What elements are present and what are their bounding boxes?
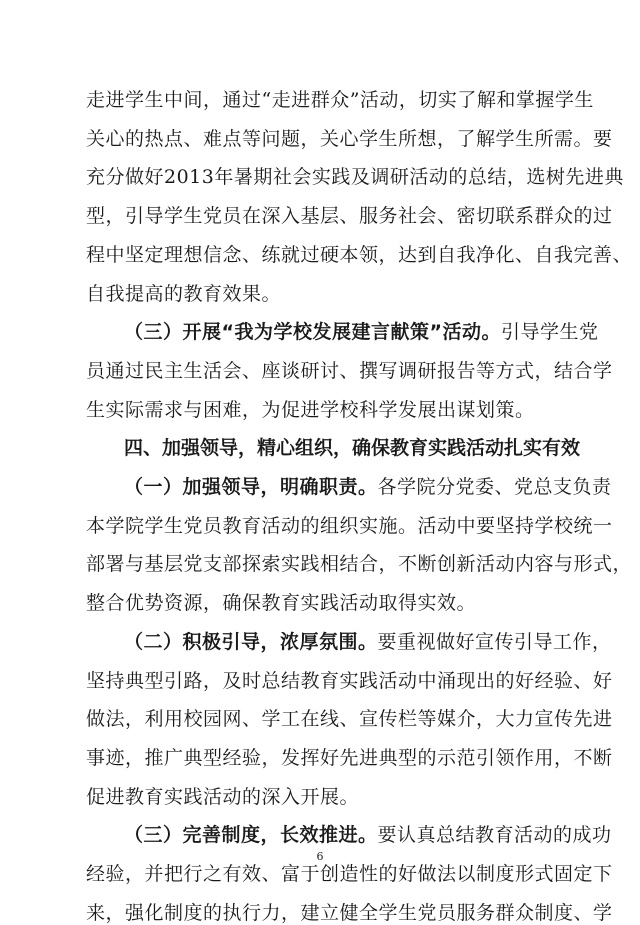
paragraph-line: 程中坚定理想信念、练就过硬本领，达到自我净化、自我完善、 [86, 244, 633, 266]
item-lead: （一）加强领导，明确职责。 [124, 476, 378, 498]
item-lead: （三）完善制度，长效推进。 [124, 824, 378, 846]
paragraph-line: 促进教育实践活动的深入开展。 [86, 786, 360, 808]
paragraph-line: 坚持典型引路，及时总结教育实践活动中涌现出的好经验、好 [86, 670, 613, 692]
paragraph-line: 员通过民主生活会、座谈研讨、撰写调研报告等方式，结合学 [86, 360, 613, 382]
item-lead: （三）开展“我为学校发展建言献策”活动。 [124, 321, 501, 343]
paragraph-line: 关心的热点、难点等问题，关心学生所想，了解学生所需。要 [86, 128, 613, 150]
item-first-rest: 要认真总结教育活动的成功 [377, 824, 612, 846]
paragraph-line: 充分做好2013年暑期社会实践及调研活动的总结，选树先进典 [86, 166, 624, 188]
item-first-rest: 要重视做好宣传引导工作， [377, 631, 612, 653]
item-first-line [124, 630, 612, 654]
paragraph-line: 走进学生中间，通过“走进群众”活动，切实了解和掌握学生 [86, 89, 594, 111]
paragraph-line: 本学院学生党员教育活动的组织实施。活动中要坚持学校统一 [86, 515, 613, 537]
paragraph-line: 事迹，推广典型经验，发挥好先进典型的示范引领作用，不断 [86, 747, 613, 769]
page-number: 6 [316, 850, 324, 863]
paragraph-line: 整合优势资源，确保教育实践活动取得实效。 [86, 592, 477, 614]
item-lead: （二）积极引导，浓厚氛围。 [124, 631, 378, 653]
section-heading: 四、加强领导，精心组织，确保教育实践活动扎实有效 [124, 437, 581, 459]
paragraph-line: 生实际需求与困难，为促进学校科学发展出谋划策。 [86, 399, 535, 421]
item-first-rest: 引导学生党 [500, 321, 599, 343]
paragraph-line: 做法，利用校园网、学工在线、宣传栏等媒介，大力宣传先进 [86, 708, 613, 730]
paragraph-line: 部署与基层党支部探索实践相结合，不断创新活动内容与形式， [86, 553, 633, 575]
item-first-rest: 各学院分党委、党总支负责 [377, 476, 612, 498]
item-first-line [124, 475, 612, 499]
item-first-line [124, 320, 599, 344]
paragraph-line: 型，引导学生党员在深入基层、服务社会、密切联系群众的过 [86, 205, 613, 227]
item-first-line [124, 823, 612, 847]
paragraph-line: 经验，并把行之有效、富于创造性的好做法以制度形式固定下 [86, 863, 613, 885]
paragraph-line: 自我提高的教育效果。 [86, 283, 282, 305]
paragraph-line: 来，强化制度的执行力，建立健全学生党员服务群众制度、学 [86, 902, 613, 924]
